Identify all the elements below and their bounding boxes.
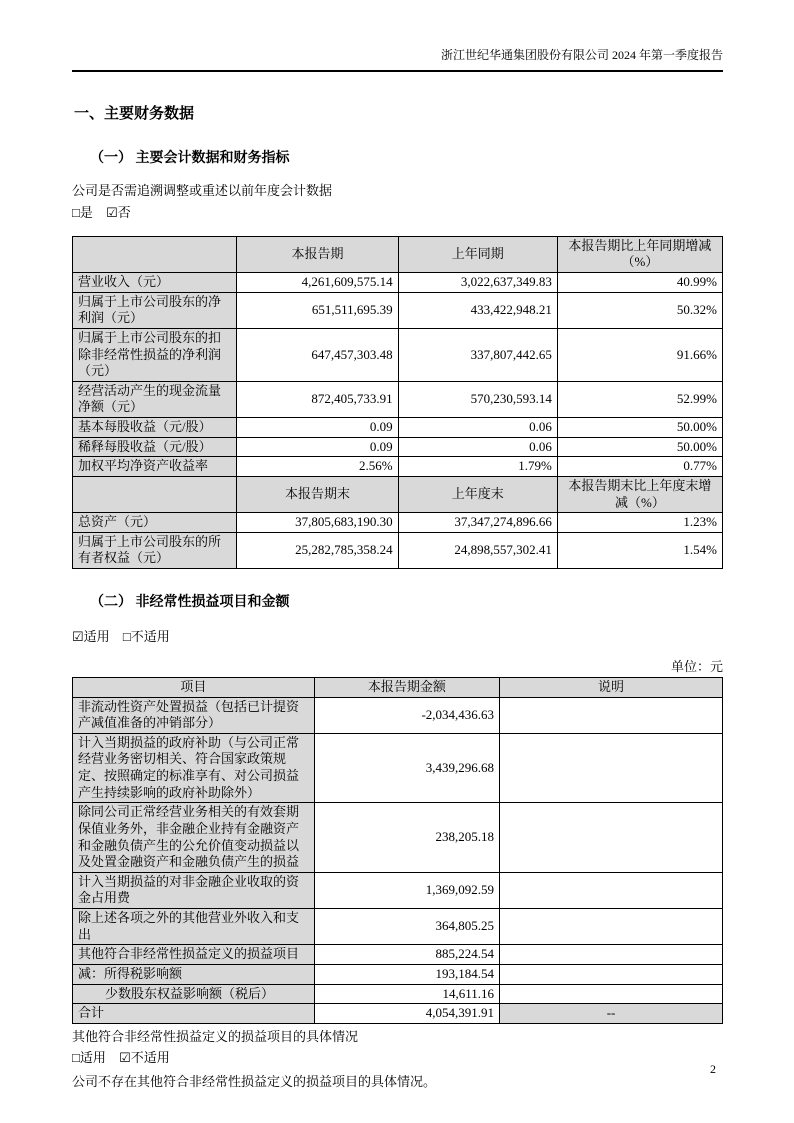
specifics-applicable-line bbox=[72, 1049, 723, 1067]
t1-change-cell: 50.00% bbox=[557, 418, 722, 438]
t1-label-cell: 归属于上市公司股东的扣除非经常性损益的净利润（元） bbox=[73, 328, 237, 381]
t1-current-cell: 0.09 bbox=[237, 418, 398, 438]
t1-prior-cell: 0.06 bbox=[398, 418, 557, 438]
t1-prior-cell: 0.06 bbox=[398, 437, 557, 457]
t2-note-cell bbox=[500, 733, 723, 803]
main-financial-table bbox=[72, 236, 723, 569]
t2-item-cell: 非流动性资产处置损益（包括已计提资产减值准备的冲销部分） bbox=[73, 697, 315, 733]
checkbox-applicable: ☑适用 bbox=[72, 629, 110, 645]
t1-corner-cell bbox=[73, 236, 237, 272]
table-row bbox=[73, 437, 723, 457]
section-one-sub-heading: （一） 主要会计数据和财务指标 bbox=[90, 151, 290, 166]
t1-label-cell: 稀释每股收益（元/股） bbox=[73, 437, 237, 457]
t1-prior-cell: 24,898,557,302.41 bbox=[398, 532, 557, 568]
t1-current-cell: 0.09 bbox=[237, 437, 398, 457]
t1-current-cell: 4,261,609,575.14 bbox=[237, 273, 398, 293]
document-header bbox=[72, 46, 723, 72]
non-recurring-items-table bbox=[72, 677, 723, 1024]
t1-change-cell: 50.00% bbox=[557, 437, 722, 457]
section-one-heading: 一、主要财务数据 bbox=[74, 106, 195, 122]
t2-item-cell: 计入当期损益的政府补助（与公司正常经营业务密切相关、符合国家政策规定、按照确定的标准享有、对公司损益产生持续影响的政府补助除外） bbox=[73, 733, 315, 803]
t2-amount-cell: -2,034,436.63 bbox=[314, 697, 499, 733]
t1-header-yearend-change: 本报告期末比上年度末增减（%） bbox=[557, 476, 722, 512]
table-row bbox=[73, 273, 723, 293]
t2-item-cell: 少数股东权益影响额（税后） bbox=[73, 984, 315, 1004]
t1-header-prior-year-end: 上年度末 bbox=[398, 476, 557, 512]
t1-change-cell: 52.99% bbox=[557, 381, 722, 417]
t1-current-cell: 2.56% bbox=[237, 457, 398, 477]
table-row bbox=[73, 381, 723, 417]
t2-header-row bbox=[73, 677, 723, 697]
t2-item-cell: 除同公司正常经营业务相关的有效套期保值业务外，非金融企业持有金融资产和金融负债产生的公允价值变动损益以及处置金融资产和金融负债产生的损益 bbox=[73, 803, 315, 873]
t1-corner-cell bbox=[73, 476, 237, 512]
t1-label-cell: 归属于上市公司股东的净利润（元） bbox=[73, 292, 237, 328]
specifics-title: 其他符合非经常性损益定义的损益项目的具体情况 bbox=[72, 1028, 359, 1044]
t2-amount-cell: 193,184.54 bbox=[314, 964, 499, 984]
specifics-statement: 公司不存在其他符合非经常性损益定义的损益项目的具体情况。 bbox=[72, 1073, 437, 1089]
table-row bbox=[73, 292, 723, 328]
t2-note-cell bbox=[500, 697, 723, 733]
table-row bbox=[73, 532, 723, 568]
t1-current-cell: 872,405,733.91 bbox=[237, 381, 398, 417]
applicable-line bbox=[72, 629, 723, 646]
t1-period-header-row bbox=[73, 236, 723, 272]
t2-header-item: 项目 bbox=[73, 677, 315, 697]
t2-header-amount: 本报告期金额 bbox=[314, 677, 499, 697]
table-row bbox=[73, 733, 723, 803]
t1-header-current-period: 本报告期 bbox=[237, 236, 398, 272]
t2-item-cell: 其他符合非经常性损益定义的损益项目 bbox=[73, 945, 315, 965]
t2-header-note: 说明 bbox=[500, 677, 723, 697]
table-row bbox=[73, 909, 723, 945]
checkbox-yes: □是 bbox=[72, 204, 93, 220]
table-row bbox=[73, 513, 723, 533]
table-row bbox=[73, 328, 723, 381]
t1-label-cell: 基本每股收益（元/股） bbox=[73, 418, 237, 438]
t1-label-cell: 营业收入（元） bbox=[73, 273, 237, 293]
t1-label-cell: 总资产（元） bbox=[73, 513, 237, 533]
t2-note-cell bbox=[500, 945, 723, 965]
restate-question: 公司是否需追溯调整或重述以前年度会计数据 bbox=[72, 183, 333, 198]
t2-amount-cell: 885,224.54 bbox=[314, 945, 499, 965]
t1-yearend-header-row bbox=[73, 476, 723, 512]
checkbox-no: ☑否 bbox=[106, 204, 131, 220]
t1-change-cell: 50.32% bbox=[557, 292, 722, 328]
table-row bbox=[73, 418, 723, 438]
t1-label-cell: 经营活动产生的现金流量净额（元） bbox=[73, 381, 237, 417]
t1-label-cell: 归属于上市公司股东的所有者权益（元） bbox=[73, 532, 237, 568]
restate-answer-line bbox=[72, 205, 723, 222]
table-row bbox=[73, 964, 723, 984]
t2-item-cell: 减：所得税影响额 bbox=[73, 964, 315, 984]
t2-item-cell: 计入当期损益的对非金融企业收取的资金占用费 bbox=[73, 872, 315, 908]
t2-note-cell bbox=[500, 803, 723, 873]
t2-note-cell bbox=[500, 964, 723, 984]
t2-amount-cell: 238,205.18 bbox=[314, 803, 499, 873]
header-title: 浙江世纪华通集团股份有限公司 2024 年第一季度报告 bbox=[440, 48, 723, 62]
checkbox-not-applicable: □不适用 bbox=[122, 629, 170, 645]
t2-note-cell bbox=[500, 984, 723, 1004]
table-row bbox=[73, 697, 723, 733]
t1-prior-cell: 1.79% bbox=[398, 457, 557, 477]
t2-total-row bbox=[73, 1004, 723, 1024]
t1-current-cell: 25,282,785,358.24 bbox=[237, 532, 398, 568]
table-row bbox=[73, 945, 723, 965]
table-row bbox=[73, 457, 723, 477]
t2-amount-cell: 14,611.16 bbox=[314, 984, 499, 1004]
t1-change-cell: 1.23% bbox=[557, 513, 722, 533]
t1-label-cell: 加权平均净资产收益率 bbox=[73, 457, 237, 477]
t1-prior-cell: 3,022,637,349.83 bbox=[398, 273, 557, 293]
t1-header-period-end: 本报告期末 bbox=[237, 476, 398, 512]
t2-item-cell: 除上述各项之外的其他营业外收入和支出 bbox=[73, 909, 315, 945]
t2-note-cell bbox=[500, 909, 723, 945]
page-number: 2 bbox=[710, 1062, 716, 1076]
t2-total-amount-cell: 4,054,391.91 bbox=[314, 1004, 499, 1024]
t1-current-cell: 647,457,303.48 bbox=[237, 328, 398, 381]
section-two-heading: （二） 非经常性损益项目和金额 bbox=[90, 595, 290, 611]
t1-change-cell: 1.54% bbox=[557, 532, 722, 568]
t2-amount-cell: 3,439,296.68 bbox=[314, 733, 499, 803]
t1-change-cell: 40.99% bbox=[557, 273, 722, 293]
t1-prior-cell: 37,347,274,896.66 bbox=[398, 513, 557, 533]
t1-prior-cell: 337,807,442.65 bbox=[398, 328, 557, 381]
t1-header-change: 本报告期比上年同期增减（%） bbox=[557, 236, 722, 272]
t1-current-cell: 651,511,695.39 bbox=[237, 292, 398, 328]
table-row bbox=[73, 984, 723, 1004]
t2-amount-cell: 1,369,092.59 bbox=[314, 872, 499, 908]
table-row bbox=[73, 872, 723, 908]
t2-total-label-cell: 合计 bbox=[73, 1004, 315, 1024]
checkbox-applicable-2: □适用 bbox=[72, 1050, 106, 1066]
t2-amount-cell: 364,805.25 bbox=[314, 909, 499, 945]
checkbox-not-applicable-2: ☑不适用 bbox=[119, 1050, 170, 1066]
t1-header-prior-period: 上年同期 bbox=[398, 236, 557, 272]
t1-change-cell: 0.77% bbox=[557, 457, 722, 477]
table-row bbox=[73, 803, 723, 873]
t1-prior-cell: 570,230,593.14 bbox=[398, 381, 557, 417]
t2-note-cell bbox=[500, 872, 723, 908]
t1-current-cell: 37,805,683,190.30 bbox=[237, 513, 398, 533]
unit-label: 单位：元 bbox=[670, 658, 723, 674]
t1-change-cell: 91.66% bbox=[557, 328, 722, 381]
t2-total-note-cell: -- bbox=[500, 1004, 723, 1024]
t1-prior-cell: 433,422,948.21 bbox=[398, 292, 557, 328]
